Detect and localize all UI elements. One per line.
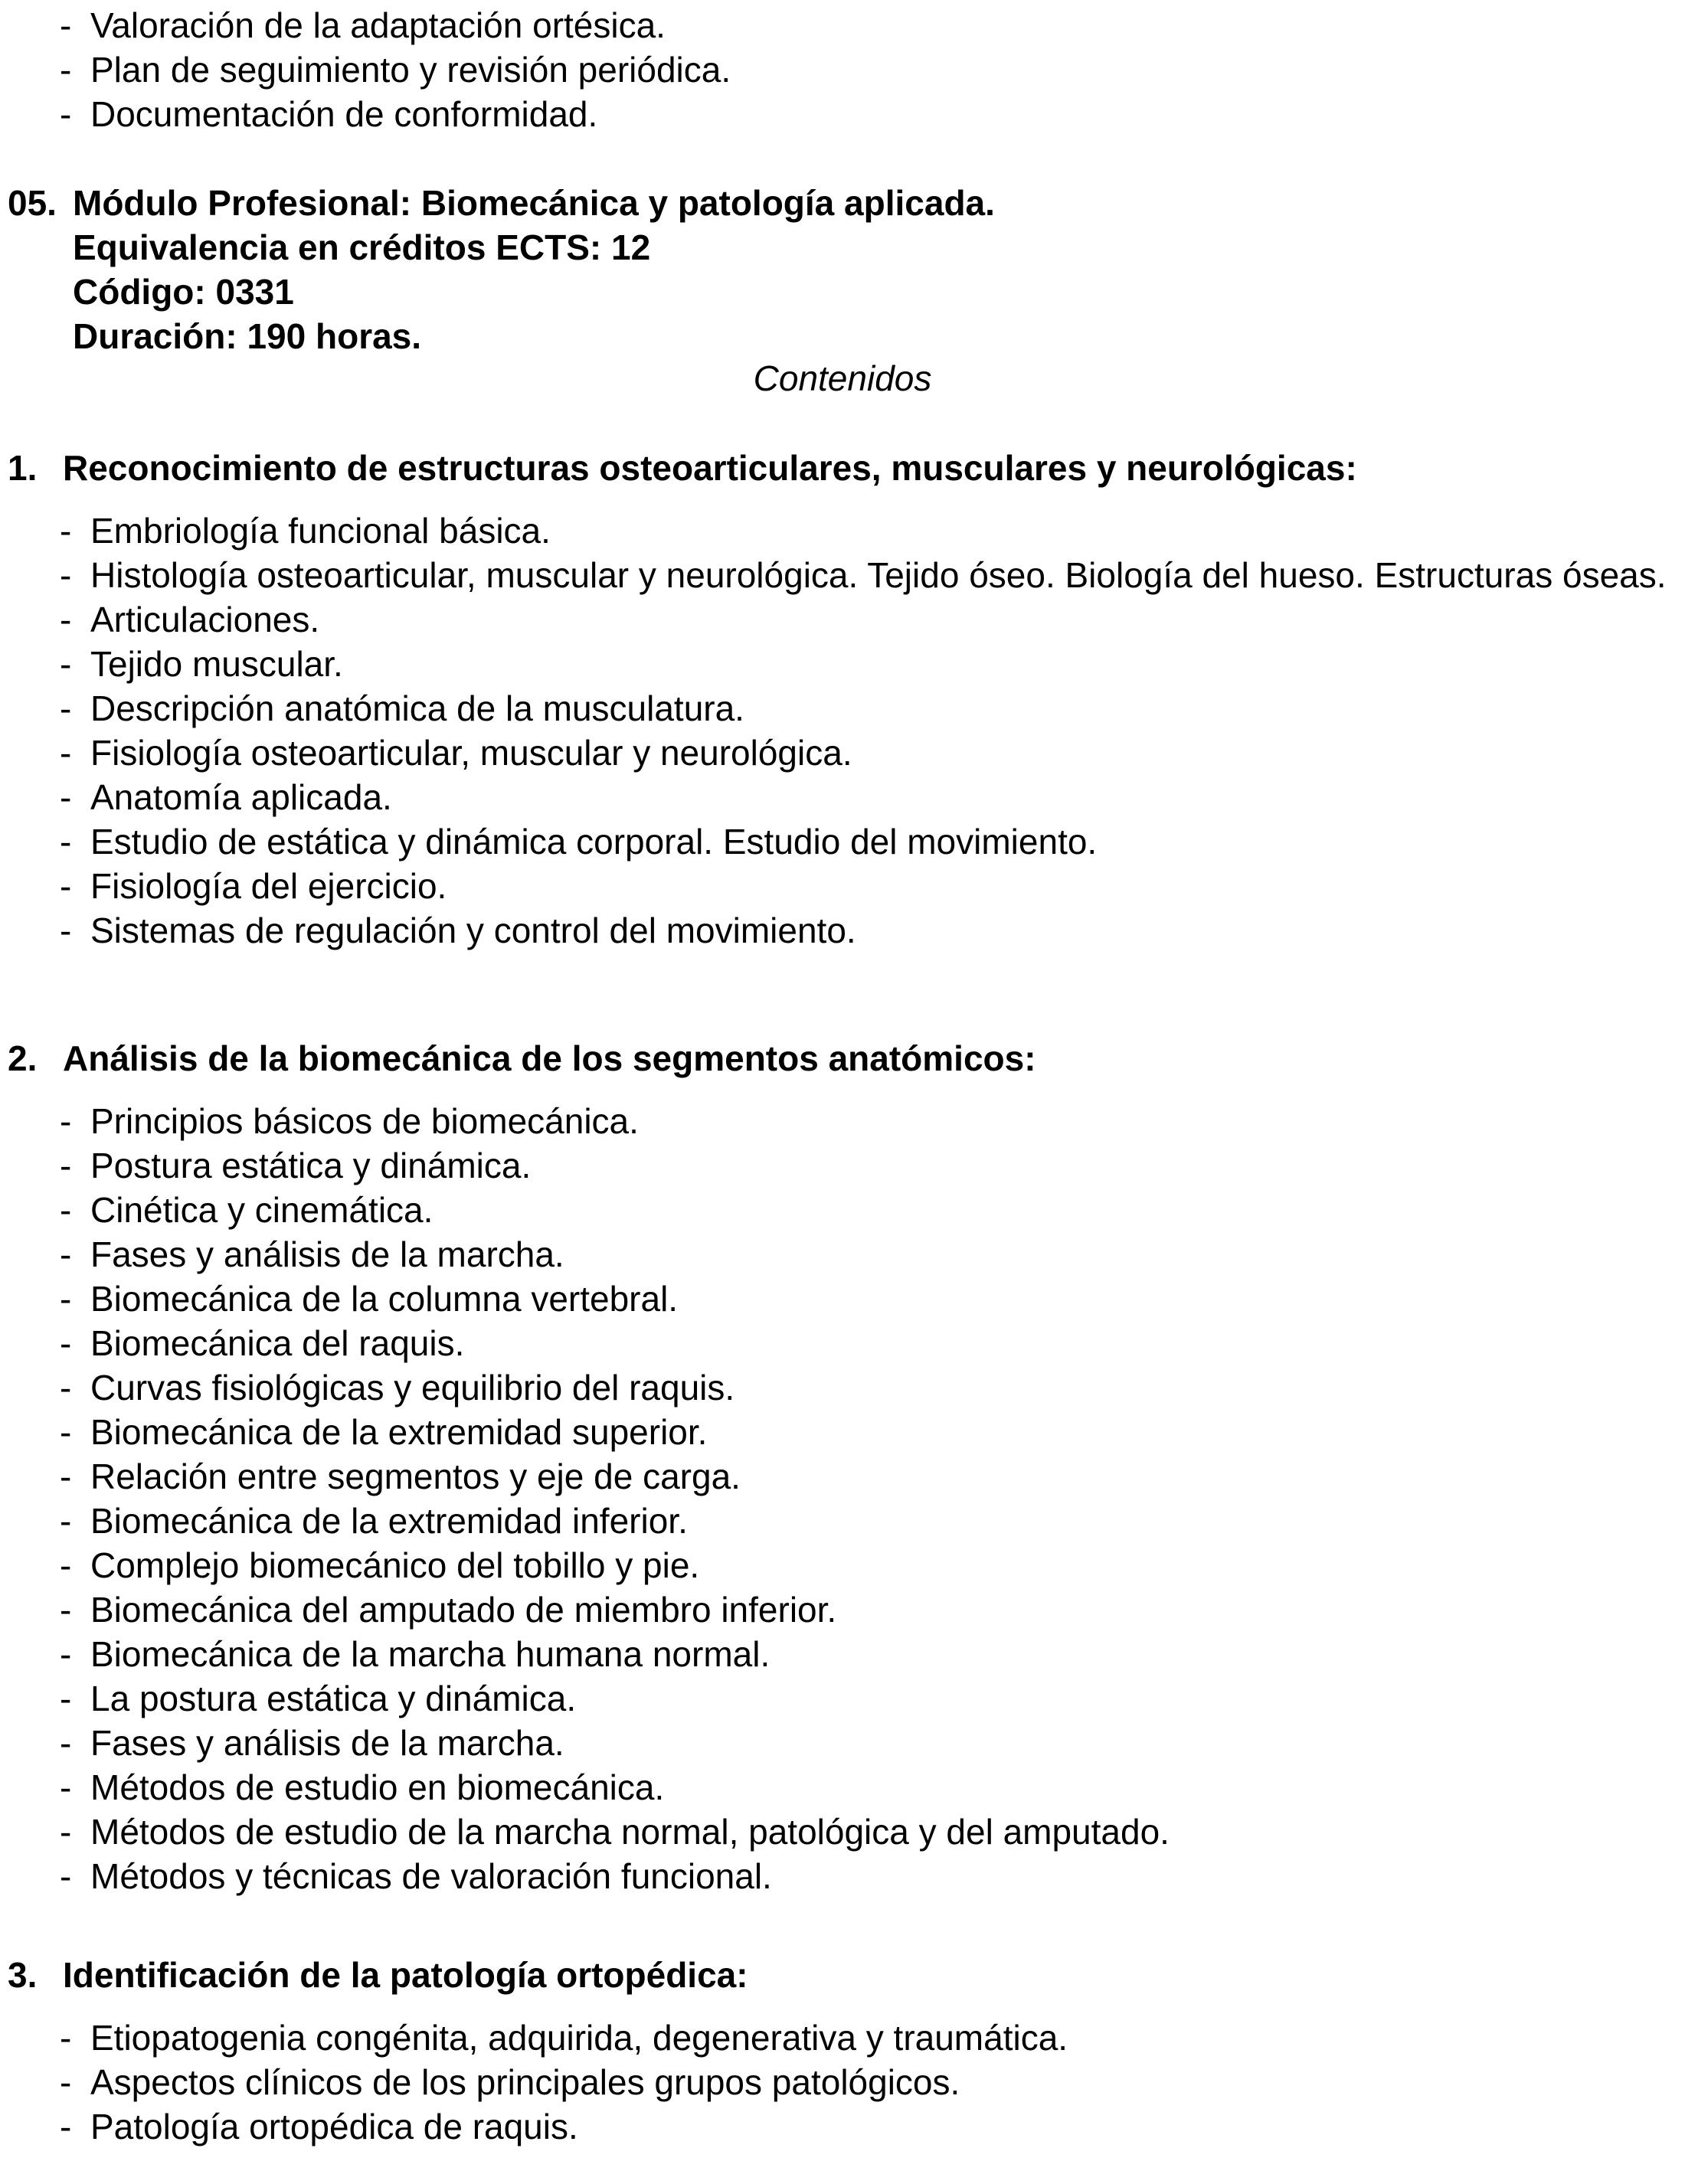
list-item-text: Biomecánica del amputado de miembro inferior.: [90, 1590, 837, 1630]
bullet-dash: -: [60, 1146, 72, 1185]
list-item: [0, 1143, 1685, 1188]
list-item-text: Principios básicos de biomecánica.: [90, 1101, 639, 1141]
list-item: [0, 1810, 1685, 1854]
list-item-text: Relación entre segmentos y eje de carga.: [90, 1457, 741, 1496]
list-item: [0, 1232, 1685, 1277]
section-list: [0, 1099, 1685, 1898]
contents-heading: Contenidos: [753, 358, 932, 398]
section-title: Identificación de la patología ortopédica:: [63, 1955, 748, 1995]
list-item-text: Estudio de estática y dinámica corporal. Estudio del movimiento.: [90, 822, 1098, 862]
list-item: [0, 1188, 1685, 1232]
section-number: 2.: [8, 1038, 38, 1078]
bullet-dash: -: [60, 1279, 72, 1319]
bullet-dash: -: [60, 2018, 72, 2058]
list-item-text: Embriología funcional básica.: [90, 511, 551, 551]
list-item: [0, 1587, 1685, 1632]
section-title: Reconocimiento de estructuras osteoarticulares, musculares y neurológicas:: [63, 448, 1357, 488]
bullet-dash: -: [60, 1501, 72, 1541]
list-item: [0, 1277, 1685, 1321]
bullet-dash: -: [60, 555, 72, 595]
bullet-dash: -: [60, 822, 72, 862]
list-item: [0, 864, 1685, 908]
list-item: [0, 775, 1685, 819]
section-title: Análisis de la biomecánica de los segmentos anatómicos:: [63, 1038, 1036, 1078]
list-item-text: Tejido muscular.: [90, 644, 343, 684]
section-number: 1.: [8, 448, 38, 488]
section-number: 3.: [8, 1955, 38, 1995]
list-item: [0, 92, 1685, 136]
bullet-dash: -: [60, 1767, 72, 1807]
bullet-dash: -: [60, 50, 72, 90]
module-title: [8, 181, 995, 225]
list-item-text: Métodos de estudio en biomecánica.: [90, 1767, 665, 1807]
bullet-dash: -: [60, 1323, 72, 1363]
bullet-dash: -: [60, 644, 72, 684]
bullet-dash: -: [60, 1679, 72, 1718]
bullet-dash: -: [60, 911, 72, 950]
list-item-text: Cinética y cinemática.: [90, 1190, 434, 1230]
list-item-text: Articulaciones.: [90, 600, 320, 639]
list-item-text: Fases y análisis de la marcha.: [90, 1234, 564, 1274]
list-item-text: Histología osteoarticular, muscular y neurológica. Tejido óseo. Biología del hueso. Estructuras óseas.: [90, 555, 1667, 595]
bullet-dash: -: [60, 777, 72, 817]
list-item-text: Valoración de la adaptación ortésica.: [90, 5, 666, 45]
bullet-dash: -: [60, 733, 72, 773]
bullet-dash: -: [60, 1812, 72, 1852]
list-item-text: Fisiología osteoarticular, muscular y neurológica.: [90, 733, 852, 773]
list-item: [0, 1099, 1685, 1143]
list-item: [0, 686, 1685, 731]
section-heading: [8, 446, 1357, 490]
bullet-dash: -: [60, 600, 72, 639]
bullet-dash: -: [60, 1234, 72, 1274]
bullet-dash: -: [60, 1457, 72, 1496]
list-item-text: Etiopatogenia congénita, adquirida, degenerativa y traumática.: [90, 2018, 1068, 2058]
list-item-text: Plan de seguimiento y revisión periódica.: [90, 50, 731, 90]
list-item-text: Biomecánica de la columna vertebral.: [90, 1279, 679, 1319]
bullet-dash: -: [60, 688, 72, 728]
bullet-dash: -: [60, 1856, 72, 1896]
list-item: [0, 1365, 1685, 1410]
list-item-text: Fases y análisis de la marcha.: [90, 1723, 564, 1763]
bullet-dash: -: [60, 1634, 72, 1674]
list-item: [0, 1499, 1685, 1543]
list-item-text: Métodos de estudio de la marcha normal, patológica y del amputado.: [90, 1812, 1170, 1852]
section-heading: [8, 1953, 748, 1997]
list-item-text: Complejo biomecánico del tobillo y pie.: [90, 1545, 700, 1585]
bullet-dash: -: [60, 2062, 72, 2102]
list-item: [0, 47, 1685, 92]
bullet-dash: -: [60, 1412, 72, 1452]
list-item-text: Patología ortopédica de raquis.: [90, 2107, 578, 2146]
list-item-text: Biomecánica de la marcha humana normal.: [90, 1634, 771, 1674]
list-item: [0, 819, 1685, 864]
list-item: [0, 1454, 1685, 1499]
bullet-dash: -: [60, 2107, 72, 2146]
section-list: [0, 2016, 1685, 2149]
bullet-dash: -: [60, 866, 72, 906]
list-item-text: Biomecánica del raquis.: [90, 1323, 465, 1363]
list-item: [0, 2016, 1685, 2060]
list-item-text: Biomecánica de la extremidad inferior.: [90, 1501, 688, 1541]
bullet-dash: -: [60, 1590, 72, 1630]
bullet-dash: -: [60, 1190, 72, 1230]
list-item: [0, 2060, 1685, 2104]
bullet-dash: -: [60, 94, 72, 134]
bullet-dash: -: [60, 1723, 72, 1763]
list-item-text: Documentación de conformidad.: [90, 94, 598, 134]
list-item-text: Postura estática y dinámica.: [90, 1146, 532, 1185]
module-ects: Equivalencia en créditos ECTS: 12: [73, 227, 651, 267]
bullet-dash: -: [60, 1545, 72, 1585]
list-item-text: La postura estática y dinámica.: [90, 1679, 577, 1718]
list-item-text: Curvas fisiológicas y equilibrio del raquis.: [90, 1368, 735, 1408]
top-list: [0, 3, 1685, 136]
list-item: [0, 731, 1685, 775]
list-item: [0, 1632, 1685, 1676]
list-item-text: Descripción anatómica de la musculatura.: [90, 688, 744, 728]
module-number: 05.: [8, 183, 57, 223]
list-item: [0, 908, 1685, 953]
section-list: [0, 508, 1685, 953]
list-item: [0, 1543, 1685, 1587]
bullet-dash: -: [60, 511, 72, 551]
list-item: [0, 1721, 1685, 1765]
list-item-text: Anatomía aplicada.: [90, 777, 392, 817]
list-item: [0, 1854, 1685, 1898]
module-code: Código: 0331: [73, 272, 294, 312]
list-item: [0, 597, 1685, 642]
list-item: [0, 1765, 1685, 1810]
list-item-text: Aspectos clínicos de los principales grupos patológicos.: [90, 2062, 960, 2102]
bullet-dash: -: [60, 1101, 72, 1141]
list-item-text: Sistemas de regulación y control del movimiento.: [90, 911, 856, 950]
list-item: [0, 1321, 1685, 1365]
list-item-text: Biomecánica de la extremidad superior.: [90, 1412, 708, 1452]
list-item: [0, 1676, 1685, 1721]
list-item: [0, 1410, 1685, 1454]
list-item: [0, 3, 1685, 47]
list-item: [0, 508, 1685, 553]
list-item: [0, 642, 1685, 686]
list-item-text: Fisiología del ejercicio.: [90, 866, 447, 906]
list-item-text: Métodos y técnicas de valoración funcional.: [90, 1856, 772, 1896]
bullet-dash: -: [60, 5, 72, 45]
module-duration: Duración: 190 horas.: [73, 316, 422, 356]
module-title-text: Módulo Profesional: Biomecánica y patología aplicada.: [73, 183, 995, 223]
section-heading: [8, 1036, 1036, 1081]
bullet-dash: -: [60, 1368, 72, 1408]
list-item: [0, 2104, 1685, 2149]
list-item: [0, 553, 1685, 597]
